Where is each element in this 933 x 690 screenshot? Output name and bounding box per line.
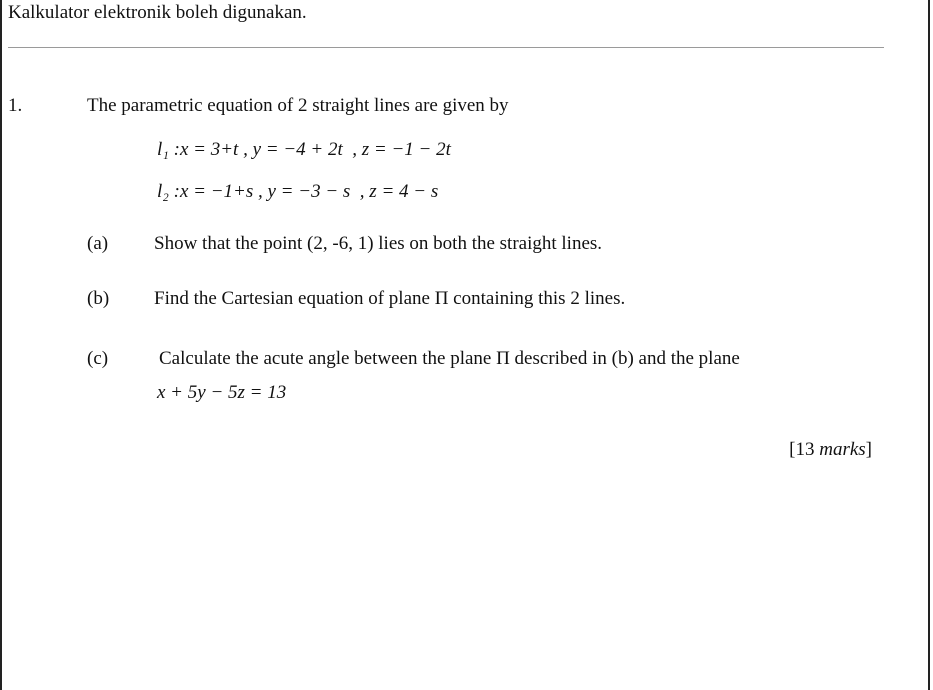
plane-equation: x + 5y − 5z = 13	[157, 382, 287, 403]
calculator-note: Kalkulator elektronik boleh digunakan.	[8, 2, 307, 23]
marks-open: [13	[789, 439, 820, 460]
part-a-label: (a)	[87, 233, 109, 254]
question-number: 1.	[8, 95, 23, 116]
line-l2-equation: l₂ :x = −1+s , y = −3 − s , z = 4 − s	[157, 181, 439, 202]
divider-line	[8, 47, 884, 48]
part-c-text: Calculate the acute angle between the plane Π described in (b) and the plane	[159, 348, 740, 369]
marks-close: ]	[865, 439, 872, 460]
marks-allocation	[789, 438, 872, 462]
marks-word: marks	[819, 439, 866, 460]
part-b-text: Find the Cartesian equation of plane Π containing this 2 lines.	[154, 288, 626, 309]
question-intro: The parametric equation of 2 straight lines are given by	[87, 95, 509, 116]
part-a-text: Show that the point (2, -6, 1) lies on both the straight lines.	[154, 233, 603, 254]
part-c-label: (c)	[87, 348, 109, 369]
part-b-label: (b)	[87, 288, 110, 309]
line-l1-equation: l₁ :x = 3+t , y = −4 + 2t , z = −1 − 2t	[157, 139, 451, 160]
